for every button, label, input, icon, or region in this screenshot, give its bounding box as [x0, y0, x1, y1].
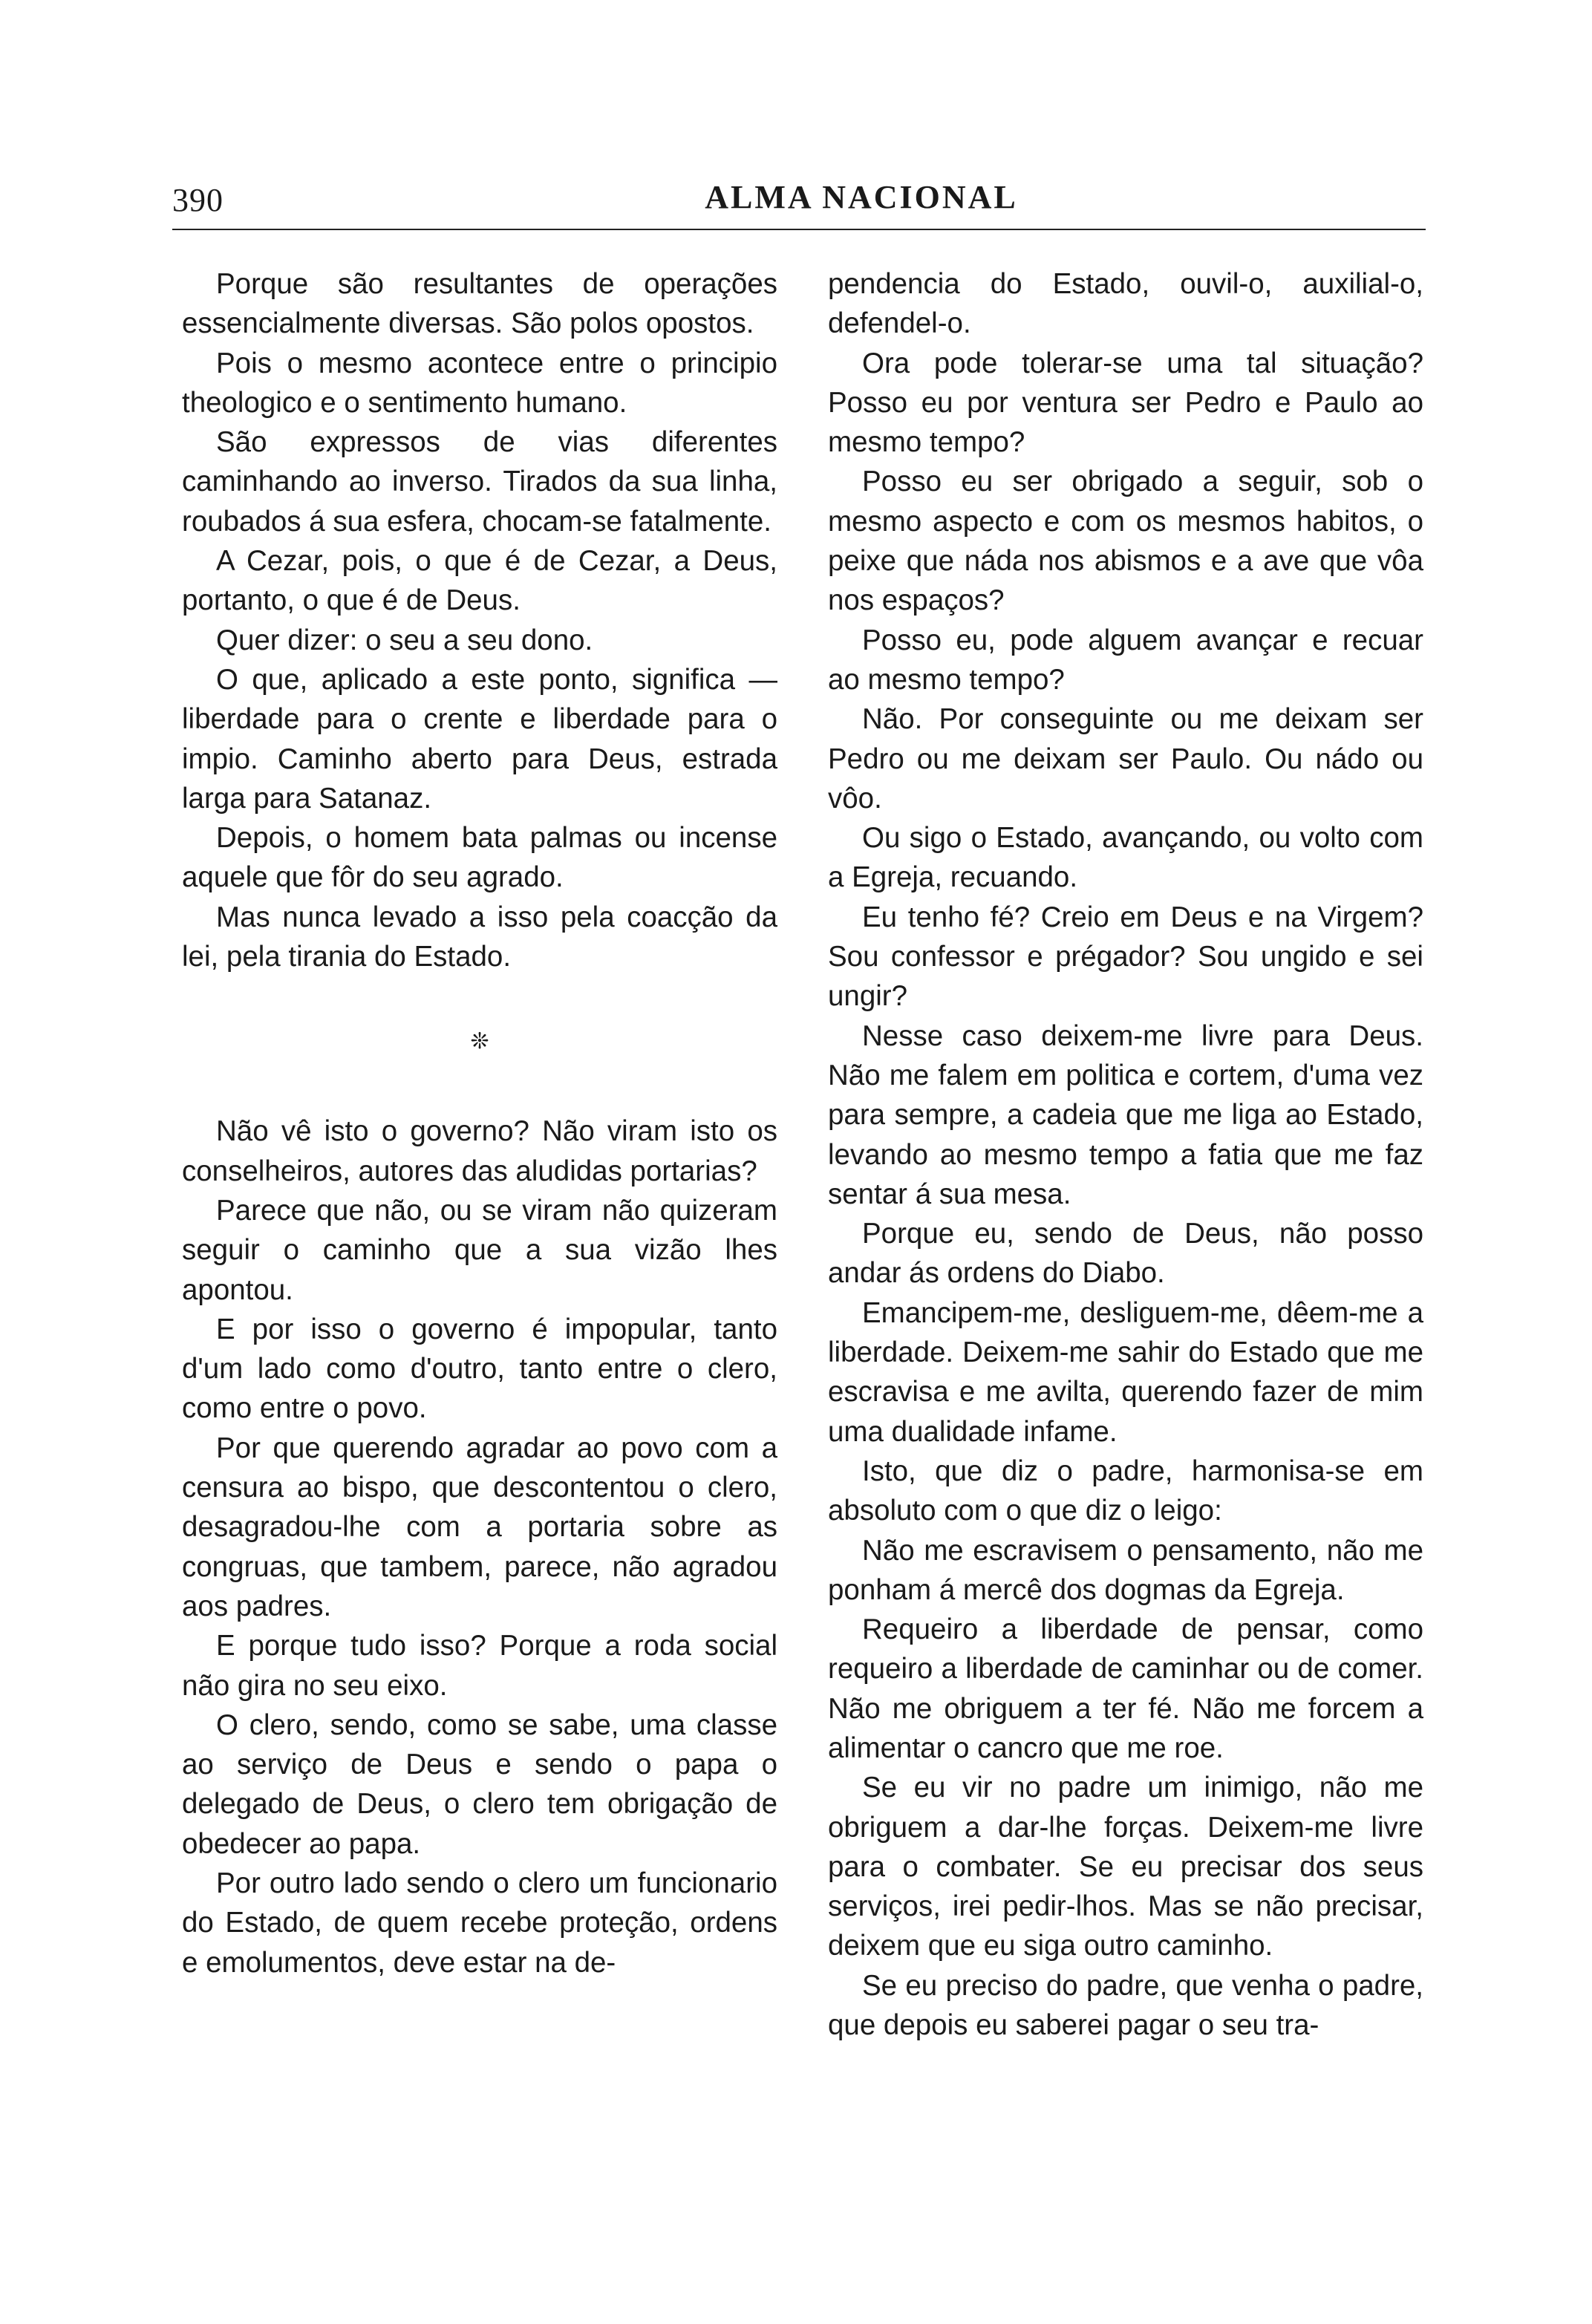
paragraph: Mas nunca levado a isso pela coacção da lei, pela tirania do Estado. [182, 901, 777, 973]
paragraph: Não me escravisem o pensamento, não me ponham á mercê dos dogmas da Egreja. [828, 1534, 1423, 1606]
left-column [182, 264, 777, 1982]
paragraph: Ou sigo o Estado, avançando, ou volto com a Egreja, recuando. [828, 822, 1423, 894]
paragraph: São expressos de vias diferentes caminhando ao inverso. Tirados da sua linha, roubados á sua esfera, chocam-se fatalmente. [182, 426, 777, 538]
paragraph: O clero, sendo, como se sabe, uma classe ao serviço de Deus e sendo o papa o delegado de Deus, o clero tem obrigação de obedecer ao papa. [182, 1708, 777, 1860]
paragraph-continuation: pendencia do Estado, ouvil-o, auxilial-o, defendel-o. [828, 268, 1423, 340]
paragraph: Emancipem-me, desliguem-me, dêem-me a liberdade. Deixem-me sahir do Estado que me escravisa e me avilta, querendo fazer de mim uma dualidade infame. [828, 1296, 1423, 1448]
paragraph: Não vê isto o governo? Não viram isto os conselheiros, autores das aludidas portarias? [182, 1115, 777, 1187]
running-head: ALMA NACIONAL [705, 179, 1018, 215]
paragraph: Se eu preciso do padre, que venha o padre, que depois eu saberei pagar o seu tra- [828, 1969, 1423, 2042]
paragraph: Nesse caso deixem-me livre para Deus. Não me falem em politica e cortem, d'uma vez para sempre, a cadeia que me liga ao Estado, levando ao mesmo tempo a fatia que me faz sentar á sua mesa. [828, 1019, 1423, 1210]
paragraph: Quer dizer: o seu a seu dono. [216, 624, 593, 656]
paragraph: Parece que não, ou se viram não quizeram seguir o caminho que a sua vizão lhes apontou. [182, 1194, 777, 1306]
paragraph: Pois o mesmo acontece entre o principio theologico e o sentimento humano. [182, 347, 777, 419]
paragraph: Porque eu, sendo de Deus, não posso andar ás ordens do Diabo. [828, 1218, 1423, 1290]
paragraph: Não. Por conseguinte ou me deixam ser Pedro ou me deixam ser Paulo. Ou nádo ou vôo. [828, 703, 1423, 815]
paragraph: Ora pode tolerar-se uma tal situação? Posso eu por ventura ser Pedro e Paulo ao mesmo tempo? [828, 347, 1423, 459]
header-rule [172, 229, 1426, 230]
paragraph: Isto, que diz o padre, harmonisa-se em absoluto com o que diz o leigo: [828, 1455, 1423, 1527]
paragraph: Depois, o homem bata palmas ou incense aquele que fôr do seu agrado. [182, 822, 777, 894]
paragraph: Por que querendo agradar ao povo com a censura ao bispo, que descontentou o clero, desagradou-lhe com a portaria sobre as congruas, que tambem, parece, não agradou aos padres. [182, 1432, 777, 1622]
paragraph: Se eu vir no padre um inimigo, não me obriguem a dar-lhe forças. Deixem-me livre para o combater. Se eu precisar dos seus serviços, irei pedir-lhos. Mas se não precisar, deixem que eu siga outro caminho. [828, 1772, 1423, 1962]
paragraph: O que, aplicado a este ponto, significa — liberdade para o crente e liberdade para o impio. Caminho aberto para Deus, estrada larga para Satanaz. [182, 663, 777, 815]
paragraph: Posso eu, pode alguem avançar e recuar ao mesmo tempo? [828, 624, 1423, 696]
paragraph: Eu tenho fé? Creio em Deus e na Virgem? Sou confessor e prégador? Sou ungido e sei ungir? [828, 901, 1423, 1013]
paragraph: Requeiro a liberdade de pensar, como requeiro a liberdade de caminhar ou de comer. Não me obriguem a ter fé. Não me forcem a alimentar o cancro que me roe. [828, 1613, 1423, 1764]
paragraph: Por outro lado sendo o clero um funcionario do Estado, de quem recebe proteção, ordens e emolumentos, deve estar na de- [182, 1867, 777, 1979]
right-column [828, 264, 1423, 2045]
paragraph: E por isso o governo é impopular, tanto d'um lado como d'outro, tanto entre o clero, como entre o povo. [182, 1313, 777, 1425]
page-number: 390 [172, 182, 224, 218]
paragraph: A Cezar, pois, o que é de Cezar, a Deus, portanto, o que é de Deus. [182, 545, 777, 617]
paragraph: Porque são resultantes de operações essencialmente diversas. São polos opostos. [182, 268, 777, 340]
section-ornament-icon: ❊ [470, 1028, 489, 1055]
paragraph: Posso eu ser obrigado a seguir, sob o mesmo aspecto e com os mesmos habitos, o peixe que náda nos abismos e a ave que vôa nos espaços? [828, 466, 1423, 617]
paragraph: E porque tudo isso? Porque a roda social não gira no seu eixo. [182, 1630, 777, 1702]
